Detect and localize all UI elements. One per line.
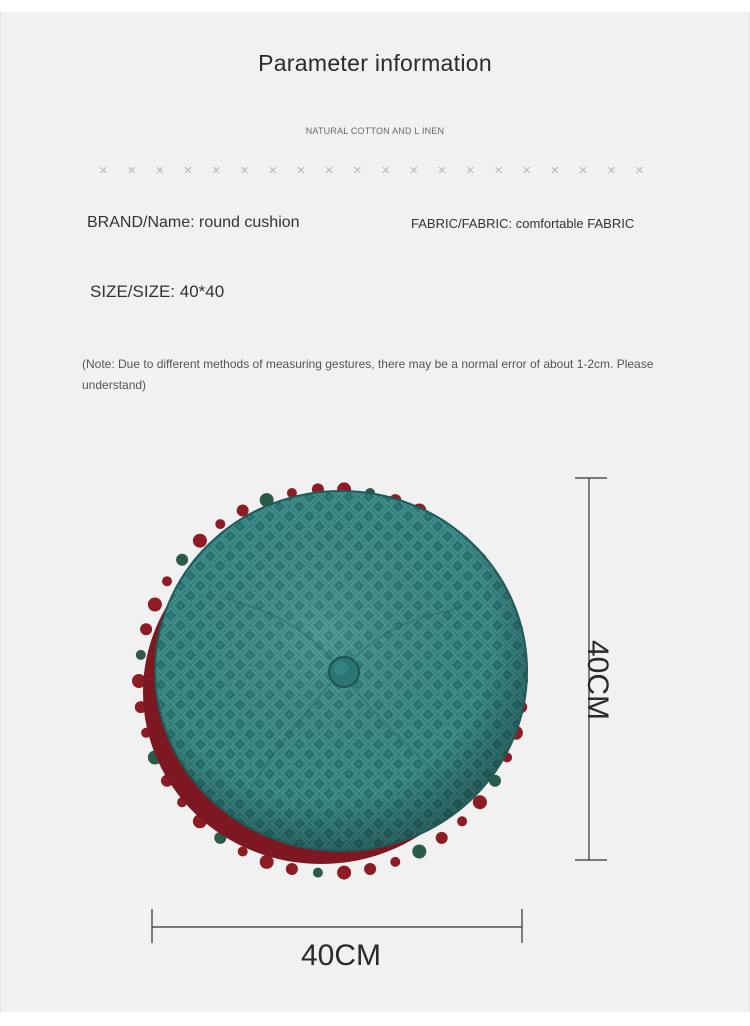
separator-mark: × [578,162,588,179]
separator-mark: × [183,162,193,179]
pompom [364,863,376,875]
separator-mark: × [240,162,249,179]
pompom [390,857,400,867]
separator-mark: × [127,162,136,179]
pompom [473,795,487,809]
spec-fabric: FABRIC/FABRIC: comfortable FABRIC [411,216,635,231]
separator-mark: × [99,162,108,179]
separator-mark: × [522,162,532,179]
pompom [412,845,426,859]
pompom [193,534,207,548]
measurement-note: (Note: Due to different methods of measuring gestures, there may be a normal error of about 1-2cm. Please understand) [82,357,654,392]
separator-mark: × [352,162,362,179]
separator-mark: × [494,162,503,179]
height-label: 40CM [581,639,614,721]
separator-mark: × [606,162,616,179]
pompom [215,519,225,529]
pompom [140,623,152,635]
page-subtitle: NATURAL COTTON AND L INEN [305,126,445,136]
cushion-image [131,467,541,887]
pompom [313,868,323,878]
separator-mark: × [437,162,447,179]
separator-row [99,162,644,179]
page-title: Parameter information [258,50,492,76]
separator-mark: × [268,162,278,179]
separator-mark: × [211,162,221,179]
separator-mark: × [324,162,334,179]
pompom [457,816,467,826]
pompom [176,554,188,566]
separator-mark: × [381,162,390,179]
width-label: 40CM [300,939,382,972]
separator-mark: × [155,162,165,179]
spec-size: SIZE/SIZE: 40*40 [90,282,225,301]
pompom [162,576,172,586]
pompom [337,866,351,880]
product-detail-page [0,12,750,1012]
separator-mark: × [296,162,306,179]
pompom [286,863,298,875]
separator-mark: × [409,162,419,179]
separator-mark: × [465,162,475,179]
pompom [136,650,146,660]
separator-mark: × [550,162,560,179]
pompom [436,832,448,844]
separator-mark: × [635,162,644,179]
spec-brand: BRAND/Name: round cushion [87,214,300,231]
pompom [148,598,162,612]
